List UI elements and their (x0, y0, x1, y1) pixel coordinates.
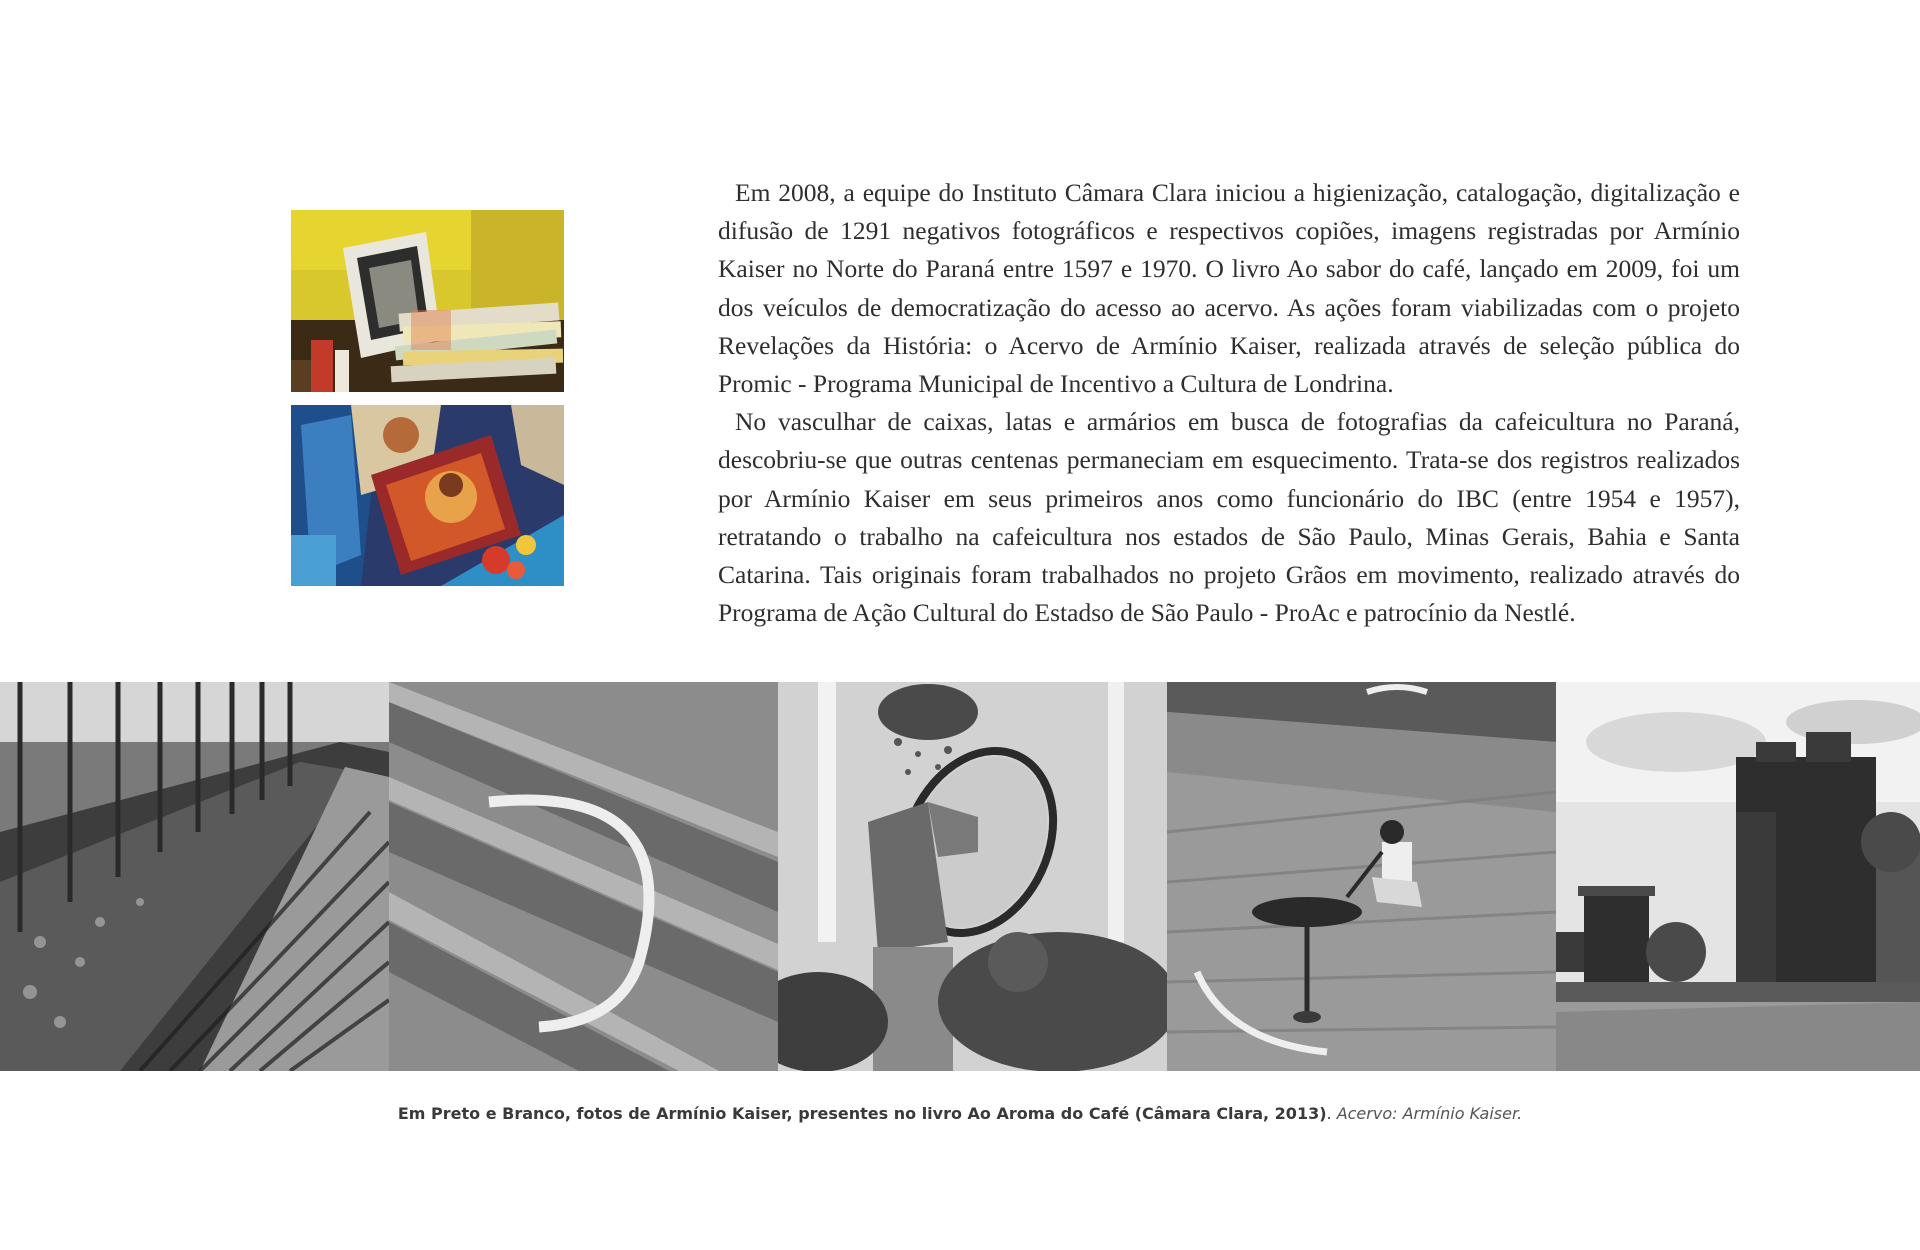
silo-buildings-image (1556, 682, 1920, 1071)
worker-raking-photo (1167, 682, 1556, 1071)
body-text (718, 174, 1740, 632)
drying-furrows-photo (389, 682, 778, 1071)
archive-photos-image (291, 210, 564, 392)
caption-main: Em Preto e Branco, fotos de Armínio Kaiser, presentes no livro Ao Aroma do Café (Câmara Clara, 2013) (397, 1104, 1327, 1123)
religious-cards-image (291, 405, 564, 586)
worker-sifting-photo (778, 682, 1167, 1071)
religious-cards-thumbnail (291, 405, 564, 586)
bw-photo-strip (0, 682, 1920, 1071)
photo-caption (0, 1104, 1920, 1123)
worker-sifting-image (778, 682, 1167, 1071)
silo-buildings-photo (1556, 682, 1920, 1071)
nursery-photo (0, 682, 389, 1071)
nursery-image (0, 682, 389, 1071)
caption-separator: . (1326, 1104, 1337, 1123)
drying-furrows-image (389, 682, 778, 1071)
paragraph-2: No vasculhar de caixas, latas e armários em busca de fotografias da cafeicultura no Paraná, descobriu-se que outras centenas permaneciam em esquecimento. Trata-se dos registros realizados por Armínio Kaiser em seus primeiros anos como funcionário do IBC (entre 1954 e 1957), retratando o trabalho na cafeicultura nos estados de São Paulo, Minas Gerais, Bahia e Santa Catarina. Tais originais foram trabalhados no projeto Grãos em movimento, realizado através do Programa de Ação Cultural do Estadso de São Paulo - ProAc e patrocínio da Nestlé. (718, 407, 1740, 628)
archive-photos-thumbnail (291, 210, 564, 392)
paragraph-1: Em 2008, a equipe do Instituto Câmara Clara iniciou a higienização, catalogação, digitalização e difusão de 1291 negativos fotográficos e respectivos copiões, imagens registradas por Armínio Kaiser no Norte do Paraná entre 1597 e 1970. O livro Ao sabor do café, lançado em 2009, foi um dos veículos de democratização do acesso ao acervo. As ações foram viabilizadas com o projeto Revelações da História: o Acervo de Armínio Kaiser, realizada através de seleção pública do Promic - Programa Municipal de Incentivo a Cultura de Londrina. (718, 178, 1740, 399)
worker-raking-image (1167, 682, 1556, 1071)
caption-credit: Acervo: Armínio Kaiser. (1336, 1104, 1523, 1123)
